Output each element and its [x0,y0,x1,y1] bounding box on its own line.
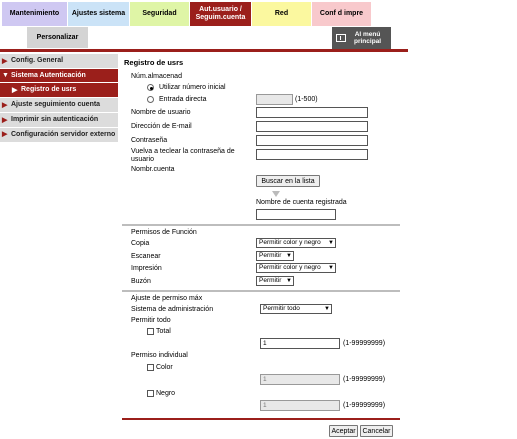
footer-divider [122,418,400,420]
color-label: Color [156,364,173,371]
email-input[interactable] [256,121,368,132]
scan-select[interactable] [256,251,294,261]
section-divider [122,224,400,226]
button-label: Aceptar [331,427,356,435]
perm-section-title: Permisos de Función [131,229,197,236]
arrow-down-icon: ▼ [2,72,9,79]
admin-select[interactable] [260,304,332,314]
direct-range-hint: (1-500) [295,96,318,103]
button-label: Buscar en la lista [261,177,315,185]
num-label: Núm.almacenad [131,73,182,80]
black-input[interactable]: 1 [260,400,340,411]
color-input[interactable]: 1 [260,374,340,385]
button-label: Cancelar [362,427,391,435]
user-registration-form [124,55,400,67]
chevron-down-icon: ▼ [286,278,292,284]
box-label: Buzón [131,278,151,285]
tab-mantenimiento[interactable] [2,2,68,26]
password-input[interactable] [256,135,368,146]
sidebar-item-sistema-autenticacion[interactable] [0,69,118,83]
copy-label: Copia [131,240,150,247]
allow-all-label: Permitir todo [131,317,171,324]
arrow-right-icon: ▶ [2,102,8,109]
password-retype-input[interactable] [256,149,368,160]
section-divider [122,290,400,292]
registered-account-label: Nombre de cuenta registrada [256,199,347,206]
sidebar-item-registro-usrs[interactable] [0,83,118,98]
admin-label: Sistema de administración [131,306,214,313]
menu-icon [336,34,346,42]
total-input[interactable]: 1 [260,338,340,349]
tab-label-line2: Seguim.cuenta [195,14,246,21]
total-range-hint: (1-99999999) [343,340,386,347]
sidebar-item-label: Config. General [11,57,64,64]
search-list-button[interactable] [256,175,320,187]
tab-label: Ajustes sistema [71,10,126,17]
select-value: Permitir [259,277,282,284]
tab-label: Personalizar [36,34,79,41]
registered-account-input[interactable] [256,209,336,220]
max-section-title: Ajuste de permiso máx [131,295,203,302]
accept-button[interactable] [329,425,358,437]
color-range-hint: (1-99999999) [343,376,386,383]
password-label: Contraseña [131,137,168,144]
individual-label: Permiso individual [131,352,188,359]
sidebar-item-label: Imprimir sin autenticación [11,116,99,123]
black-checkbox[interactable] [147,390,154,397]
sidebar-item-label: Configuración servidor externo [11,131,116,138]
box-select[interactable] [256,276,294,286]
tab-label: Conf d impre [319,10,364,17]
chevron-down-icon: ▼ [324,306,330,312]
select-value: Permitir color y negro [259,239,321,246]
copy-select[interactable] [256,238,336,248]
tab-red[interactable] [252,2,312,26]
total-label: Total [156,328,171,335]
black-range-hint: (1-99999999) [343,402,386,409]
radio-use-initial-number[interactable] [147,84,154,91]
select-value: Permitir [259,252,282,259]
total-checkbox[interactable] [147,328,154,335]
sidebar-item-label: Ajuste seguimiento cuenta [11,101,101,108]
arrow-right-icon: ▶ [2,58,8,65]
direct-number-input[interactable] [256,94,293,105]
arrow-right-icon: ▶ [2,131,8,138]
tab-label-line1: Aut.usuario / [199,6,242,13]
tab-aut-usuario[interactable] [190,2,252,26]
sidebar-item-imprimir-sin-autenticacion[interactable] [0,113,118,128]
sidebar-item-label: Sistema Autenticación [11,72,86,79]
sidebar-item-seguimiento-cuenta[interactable] [0,98,118,113]
tab-conf-impre[interactable] [312,2,372,26]
print-select[interactable] [256,263,336,273]
radio-direct-entry-label: Entrada directa [159,96,207,103]
sidebar-item-servidor-externo[interactable] [0,128,118,143]
sidebar [0,54,118,143]
chevron-down-icon: ▼ [328,265,334,271]
tab-personalizar[interactable] [27,27,88,48]
select-value: Permitir todo [263,305,300,312]
chevron-down-icon: ▼ [286,253,292,259]
sidebar-item-config-general[interactable] [0,54,118,69]
chevron-down-icon: ▼ [328,240,334,246]
print-label: Impresión [131,265,162,272]
email-label: Dirección de E-mail [131,123,192,130]
tab-seguridad[interactable] [130,2,190,26]
cancel-button[interactable] [360,425,393,437]
menu-button-line2: principal [354,38,382,45]
main-menu-button[interactable] [332,27,391,49]
tab-label: Mantenimiento [9,10,60,17]
password-retype-label: Vuelva a teclear la contraseña de usuario [131,148,235,163]
username-input[interactable] [256,107,368,118]
arrow-right-icon: ▶ [12,87,18,94]
sidebar-item-label: Registro de usrs [21,86,77,93]
top-tab-bar [0,0,517,28]
black-label: Negro [156,390,176,397]
username-label: Nombre de usuario [131,109,191,116]
tab-label: Seguridad [142,10,177,17]
arrow-right-icon: ▶ [2,117,8,124]
color-checkbox[interactable] [147,364,154,371]
page-title: Registro de usrs [124,58,184,67]
header-divider [0,49,408,52]
select-value: Permitir color y negro [259,264,321,271]
tab-label: Red [274,10,289,17]
radio-direct-entry[interactable] [147,96,154,103]
arrow-down-icon [272,191,280,197]
tab-ajustes-sistema[interactable] [68,2,130,26]
menu-button-line1: Al menú [354,31,381,38]
radio-use-initial-number-label: Utilizar número inicial [159,84,226,91]
account-label: Nombr.cuenta [131,166,175,173]
scan-label: Escanear [131,253,161,260]
